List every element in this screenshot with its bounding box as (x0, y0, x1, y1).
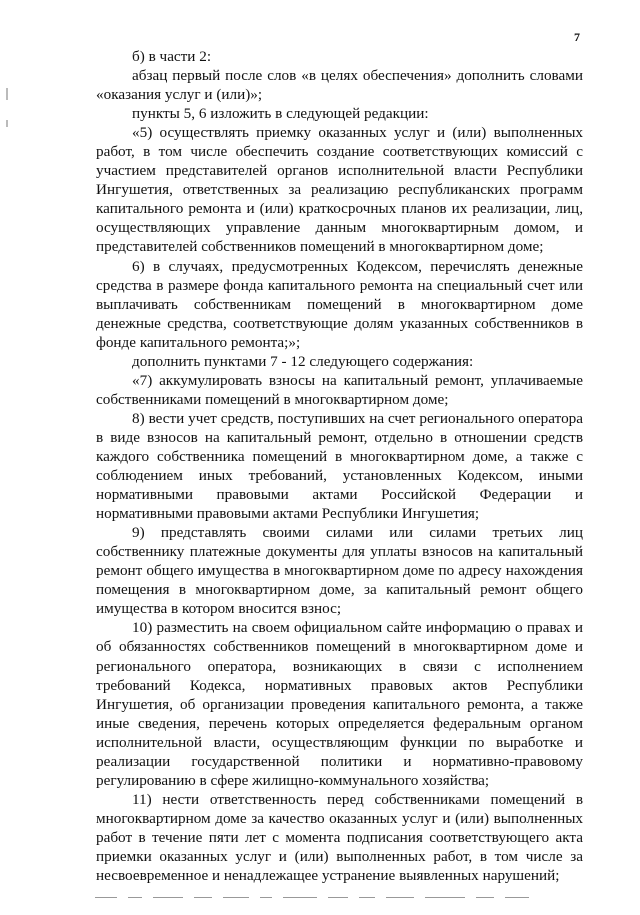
paragraph-part-2: б) в части 2: (132, 48, 212, 65)
scan-margin-mark (6, 120, 8, 127)
scan-bottom-artifacts (95, 897, 595, 901)
paragraph-items-7-12-intro: дополнить пунктами 7 - 12 следующего содержания: (132, 352, 474, 370)
paragraph-item-10: 10) разместить на своем официальном сайте информацию о правах и об обязанностях собственников помещений в многоквартирном доме и регионального оператора, возникающих в связи с исполнением требований Кодекса, нормативных правовых актов Республики Ингушетия, об организации проведения капитального ремонта, а также иные сведения, перечень которых определяется федеральным органом исполнительной власти, осуществляющим функции по выработке и реализации государственной политики и нормативно-правовому регулированию в сфере жилищно-коммунального хозяйства; (96, 619, 583, 789)
paragraph-item-6: 6) в случаях, предусмотренных Кодексом, перечислять денежные средства в размере фонда капитального ремонта на специальный счет или выплачивать собственникам помещений в многоквартирном доме денежные средства, соответствующие долям указанных собственников в фонде капитального ремонта;»; (96, 257, 583, 351)
paragraph-items-5-6-intro: пункты 5, 6 изложить в следующей редакции: (132, 105, 429, 123)
paragraph-item-8: 8) вести учет средств, поступивших на счет регионального оператора в виде взносов на капитальный ремонт, отдельно в отношении средств каждого собственника помещений в многоквартирном доме, а также с соблюдением иных требований, установленных Кодексом, иными нормативными правовыми актами Российской Федерации и нормативными правовыми актами Республики Ингушетия; (96, 409, 583, 523)
scan-margin-mark (6, 88, 8, 100)
paragraph-item-7: «7) аккумулировать взносы на капитальный ремонт, уплачиваемые собственниками помещений в многоквартирном доме; (96, 371, 583, 408)
paragraph-item-11: 11) нести ответственность перед собственниками помещений в многоквартирном доме за качество оказанных услуг и (или) выполненных работ в течение пяти лет с момента подписания соответствующего акта приемки оказанных услуг и (или) выполненных работ, в том числе за несвоевременное и ненадлежащее устранение выявленных нарушений; (96, 790, 583, 885)
document-body (96, 47, 583, 885)
paragraph-item-5: «5) осуществлять приемку оказанных услуг и (или) выполненных работ, в том числе обеспечить создание соответствующих комиссий с участием представителей органов исполнительной власти Республики Ингушетия, ответственных за реализацию республиканских программ капитального ремонта и (или) краткосрочных планов их реализации, лиц, осуществляющих управление данным многоквартирным домом, и представителей собственников помещений в многоквартирном доме; (96, 124, 583, 256)
paragraph-first-abzac: абзац первый после слов «в целях обеспечения» дополнить словами «оказания услуг и (или)»; (96, 67, 583, 104)
page-number: 7 (574, 30, 580, 44)
paragraph-item-9: 9) представлять своими силами или силами третьих лиц собственнику платежные документы для уплаты взносов на капитальный ремонт общего имущества в многоквартирном доме по адресу нахождения помещения в многоквартирном доме, за капитальный ремонт общего имущества в котором вносится взнос; (96, 524, 583, 618)
